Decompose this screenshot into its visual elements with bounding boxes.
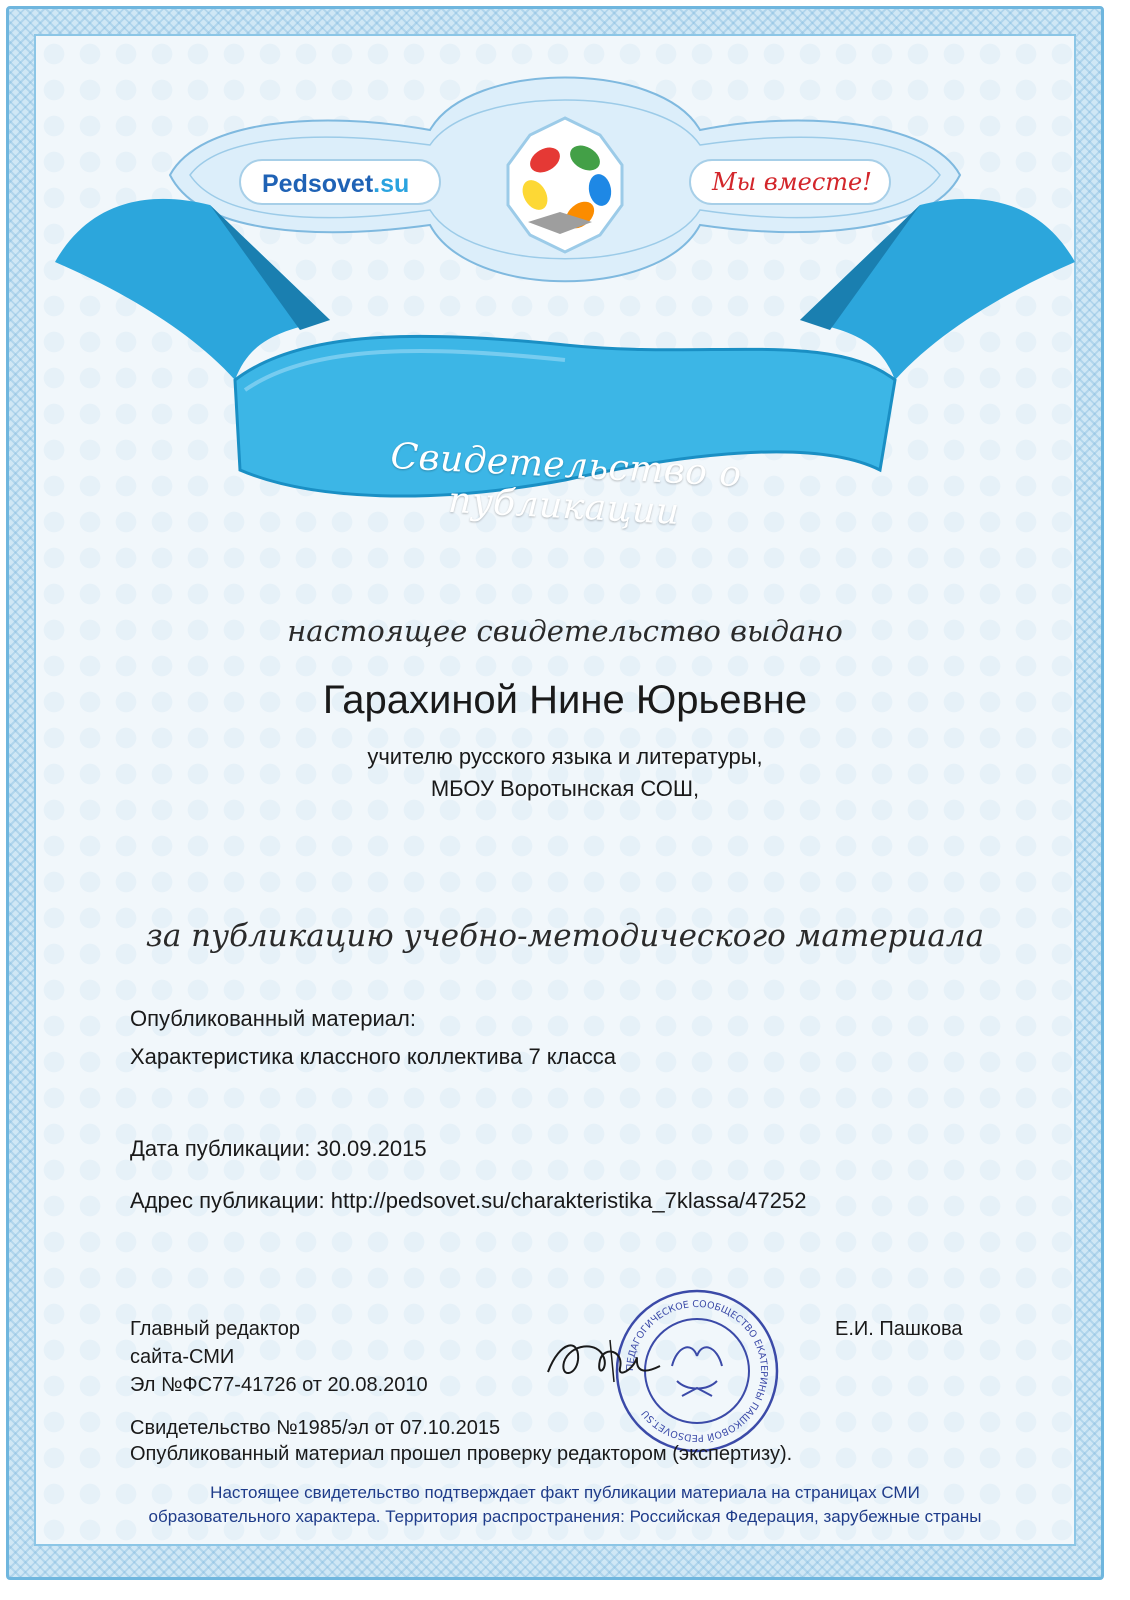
svg-text:ПЕДАГОГИЧЕСКОЕ СООБЩЕСТВО ЕКАТ: ПЕДАГОГИЧЕСКОЕ СООБЩЕСТВО ЕКАТЕРИНЫ ПАШКОВОЙ PEDSOVET.SU <box>624 1298 770 1444</box>
editor-name: Е.И. Пашкова <box>835 1318 963 1340</box>
editor-registration: Эл №ФС77-41726 от 20.08.2010 <box>130 1374 428 1396</box>
certificate-title: Свидетельство о публикации <box>389 435 743 534</box>
footer-line-2: образовательного характера. Территория распространения: Российская Федерация, зарубежные страны <box>148 1507 982 1526</box>
publication-date: Дата публикации: 30.09.2015 <box>130 1136 427 1161</box>
pedsovet-logo[interactable] <box>262 170 409 199</box>
footer-line-1: Настоящее свидетельство подтверждает факт публикации материала на страницах СМИ <box>210 1483 920 1502</box>
editor-signature <box>540 1330 670 1390</box>
slogan: Мы вместе! <box>712 168 872 196</box>
recipient-name: Гарахиной Нине Юрьевне <box>322 678 808 722</box>
logo-domain: .su <box>373 170 410 198</box>
certificate-number: Свидетельство №1985/эл от 07.10.2015 <box>130 1417 501 1439</box>
review-statement: Опубликованный материал прошел проверку редактором (экспертизу). <box>130 1443 793 1465</box>
editor-site: сайта-СМИ <box>130 1346 235 1368</box>
stamp-hands-icon <box>672 1347 722 1396</box>
publication-address[interactable]: Адрес публикации: http://pedsovet.su/charakteristika_7klassa/47252 <box>130 1188 807 1213</box>
material-title: Характеристика классного коллектива 7 класса <box>130 1044 616 1069</box>
publication-reason: за публикацию учебно-методического материала <box>145 918 985 954</box>
issued-line: настоящее свидетельство выдано <box>287 614 843 648</box>
material-label: Опубликованный материал: <box>130 1006 416 1031</box>
recipient-position: учителю русского языка и литературы, <box>367 744 763 769</box>
logo-name: Pedsovet <box>262 170 374 198</box>
recipient-organization: МБОУ Воротынская СОШ, <box>430 776 700 801</box>
editor-title: Главный редактор <box>130 1318 301 1340</box>
